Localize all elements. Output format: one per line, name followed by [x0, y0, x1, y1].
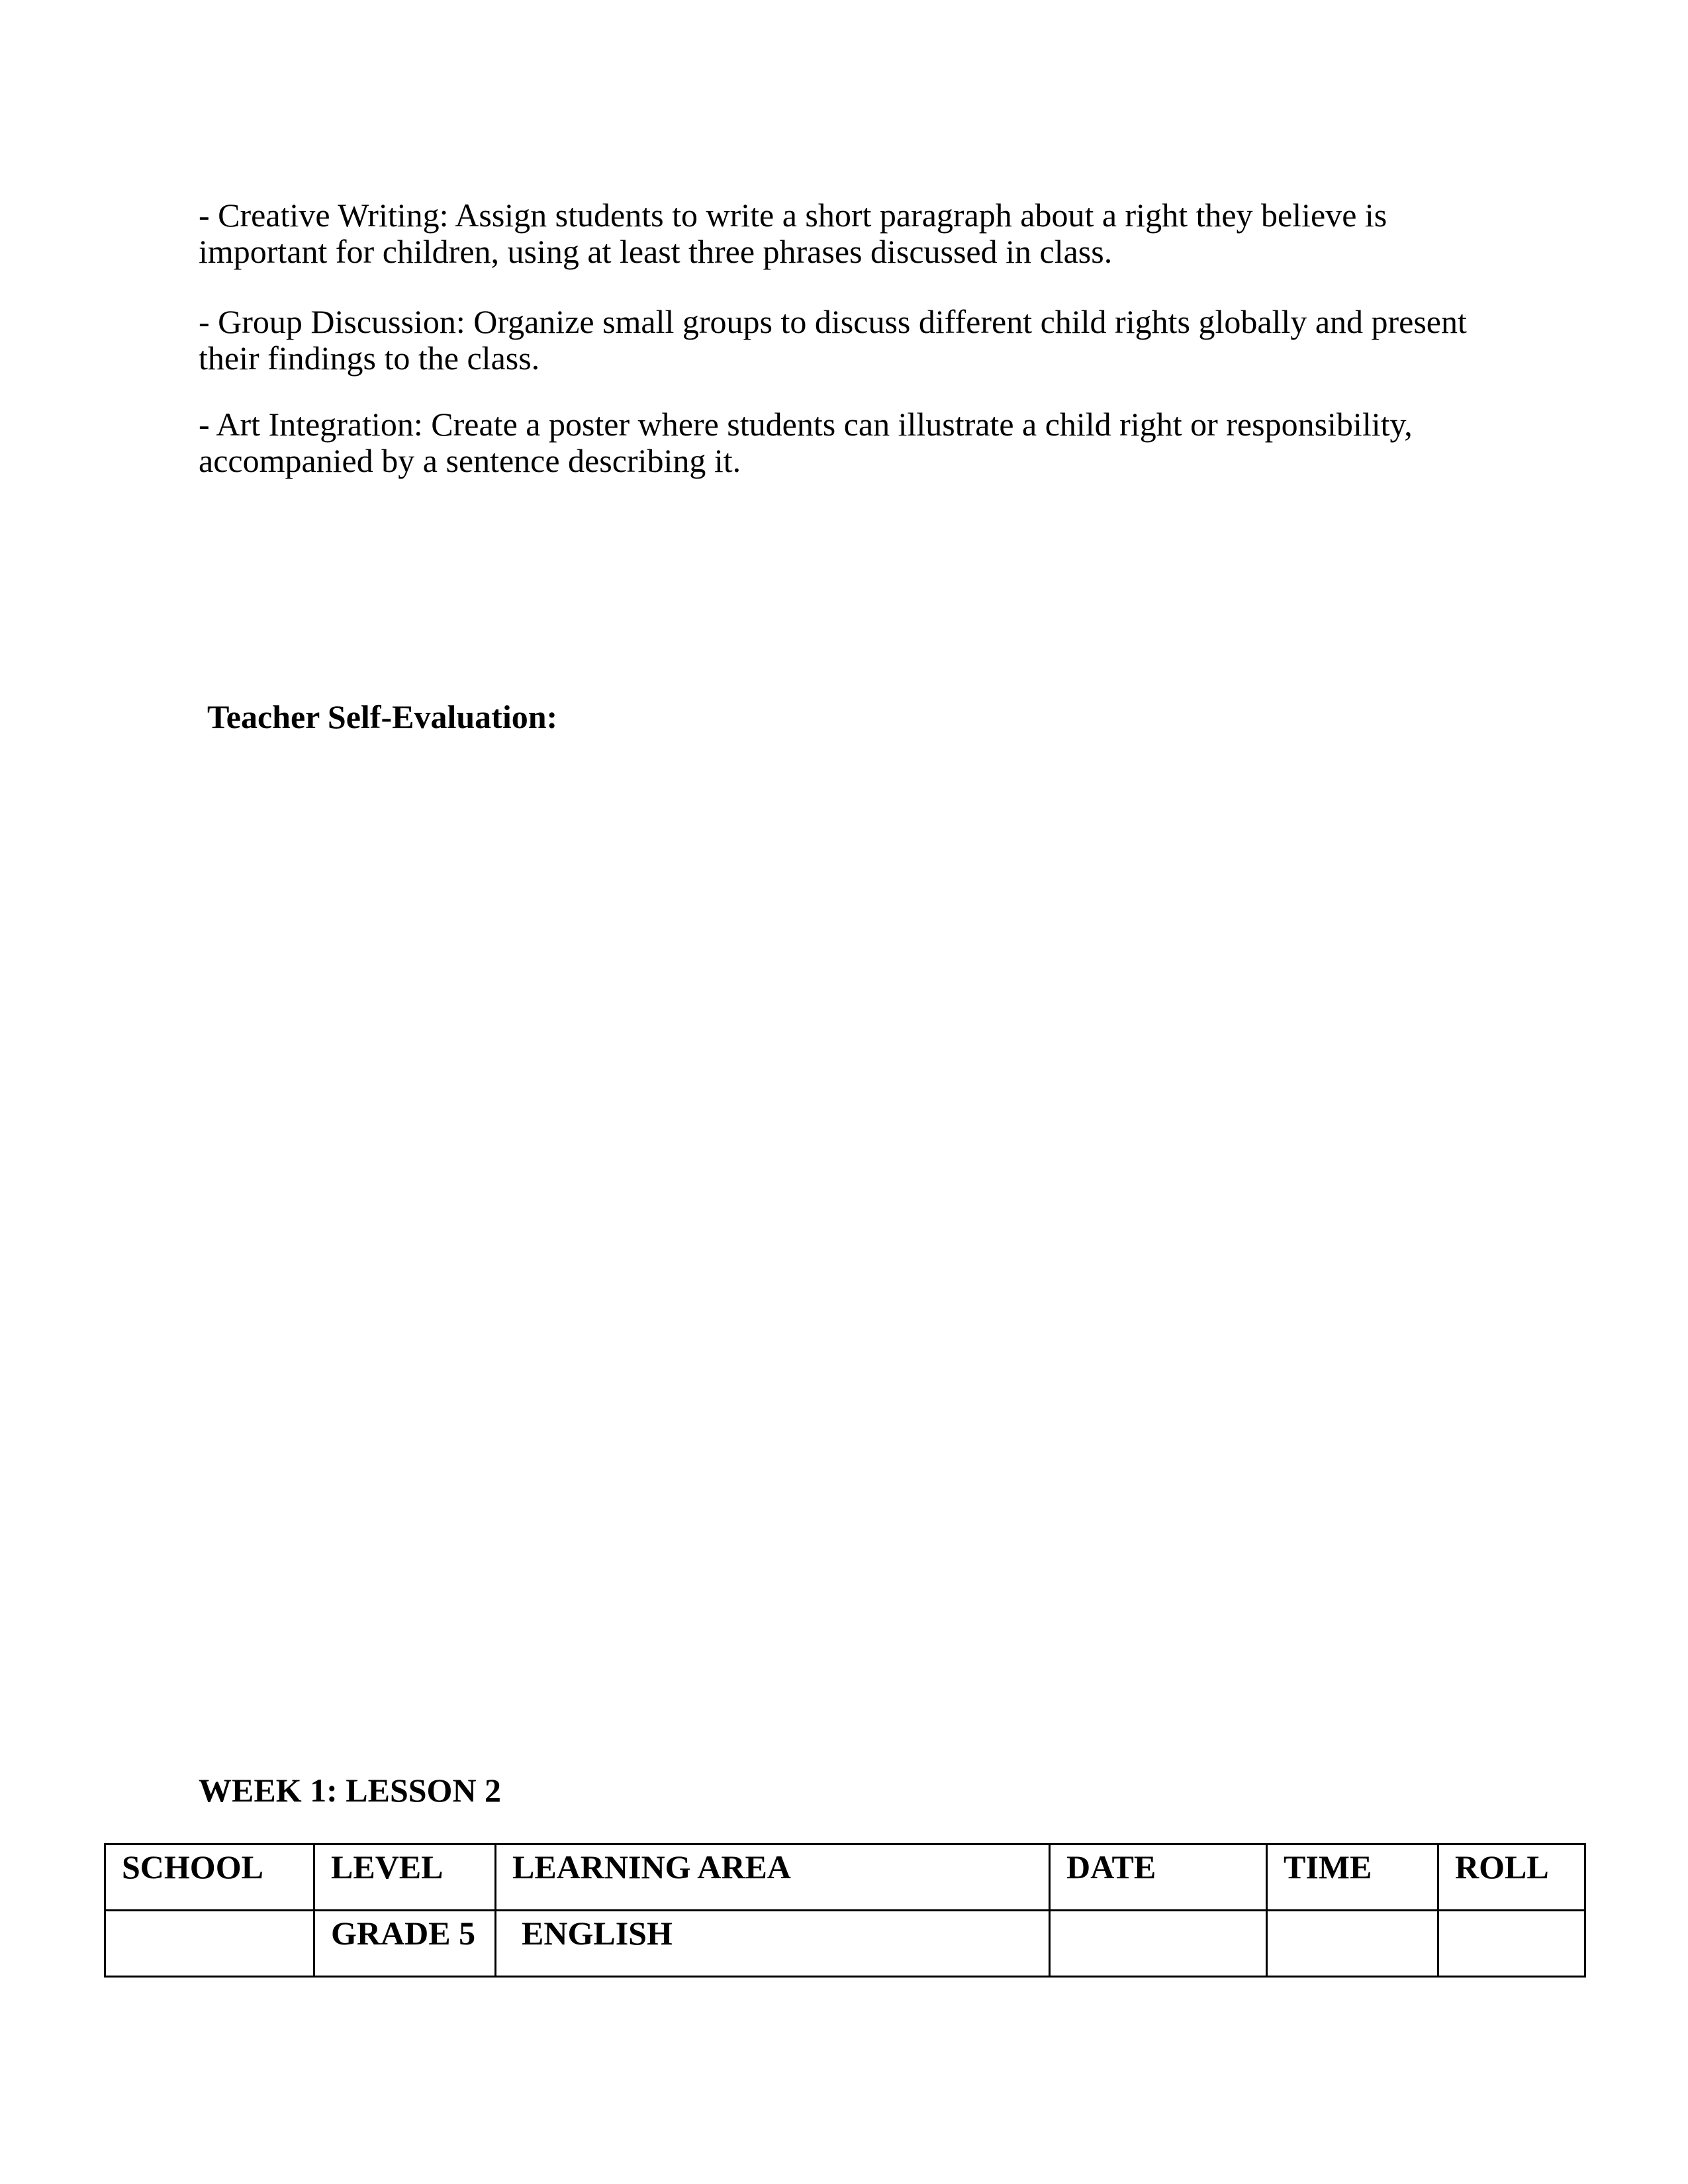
table-header-level: LEVEL: [314, 1844, 496, 1911]
table-header-time: TIME: [1267, 1844, 1438, 1911]
table-header-row: [105, 1844, 1585, 1911]
table-cell-time: [1267, 1911, 1438, 1977]
table-cell-roll: [1438, 1911, 1585, 1977]
week-lesson-heading: WEEK 1: LESSON 2: [199, 1772, 502, 1809]
teacher-self-evaluation-heading: Teacher Self-Evaluation:: [207, 698, 558, 735]
table-header-roll: ROLL: [1438, 1844, 1585, 1911]
table-cell-school: [105, 1911, 314, 1977]
paragraph-creative-writing: - Creative Writing: Assign students to write a short paragraph about a right they believe is important for children, using at least three phrases discussed in class.: [199, 197, 1387, 270]
table-cell-level: GRADE 5: [314, 1911, 496, 1977]
table-header-learning-area: LEARNING AREA: [496, 1844, 1050, 1911]
table-row: [105, 1911, 1585, 1977]
table-header-school: SCHOOL: [105, 1844, 314, 1911]
paragraph-group-discussion: - Group Discussion: Organize small groups to discuss different child rights globally and present their findings to the class.: [199, 303, 1467, 377]
lesson-info-table: [104, 1843, 1586, 1978]
table-cell-learning-area: ENGLISH: [496, 1911, 1050, 1977]
table-header-date: DATE: [1050, 1844, 1267, 1911]
paragraph-art-integration: - Art Integration: Create a poster where students can illustrate a child right or responsibility, accompanied by a sentence describing it.: [199, 406, 1413, 479]
table-cell-date: [1050, 1911, 1267, 1977]
